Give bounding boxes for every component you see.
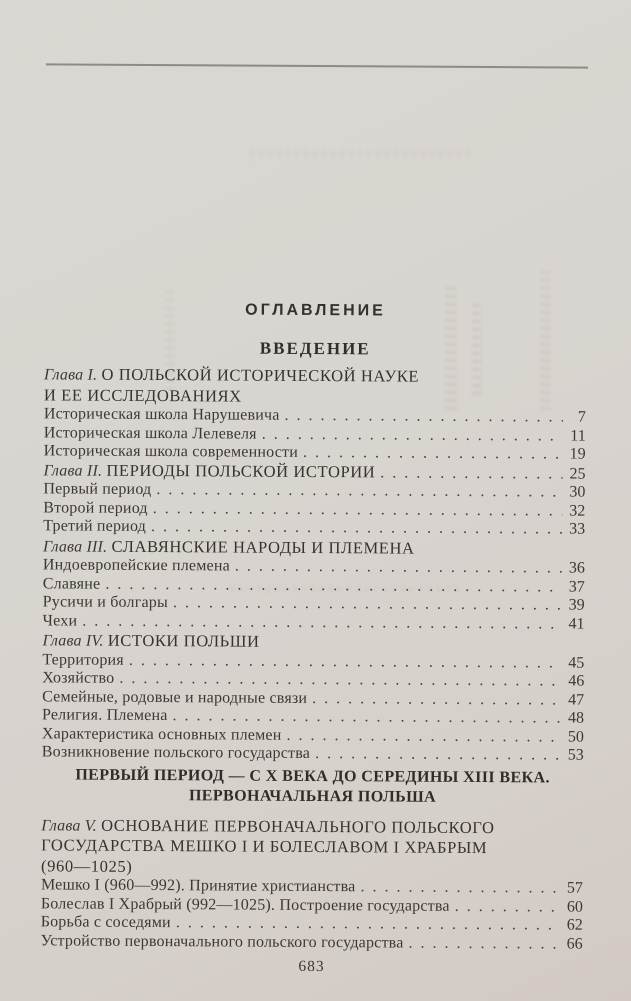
- part-heading-line2: ПЕРВОНАЧАЛЬНАЯ ПОЛЬША: [188, 786, 437, 806]
- dot-leader: [156, 481, 562, 502]
- entry-page-number: 36: [568, 559, 585, 577]
- chapter-title-text: ПЕРИОДЫ ПОЛЬСКОЙ ИСТОРИИ: [106, 460, 376, 481]
- entry-page-number: 19: [569, 445, 586, 463]
- chapter-number-prefix: Глава V.: [41, 816, 102, 835]
- toc-title: ОГЛАВЛЕНИЕ: [245, 301, 386, 320]
- entry-page-number: 66: [566, 935, 583, 953]
- entry-page-number: 33: [569, 520, 586, 538]
- entry-page-number: 39: [568, 596, 585, 614]
- entry-title: Характеристика основных племен: [41, 724, 282, 744]
- entry-page-number: 32: [569, 502, 586, 520]
- toc-entry: [41, 932, 583, 954]
- chapter-title-line: [41, 837, 487, 857]
- part-heading-line1: ПЕРВЫЙ ПЕРИОД — С X ВЕКА ДО СЕРЕДИНЫ XIII ВЕКА.: [75, 766, 550, 786]
- entry-title: Болеслав I Храбрый (992—1025). Построение государства: [40, 894, 450, 915]
- toc-first-period-list: [41, 815, 584, 954]
- entry-title: Историческая школа Лелевеля: [43, 423, 257, 443]
- dot-leader: [380, 464, 562, 484]
- chapter-title-text: (960—1025): [41, 855, 133, 876]
- page-number: 683: [298, 957, 325, 976]
- entry-title: Устройство первоначального польского государства: [40, 931, 404, 952]
- dot-leader: [151, 518, 562, 539]
- chapter-title-line: [43, 384, 242, 406]
- dot-leader: [455, 897, 560, 916]
- entry-page-number: 7: [577, 408, 586, 426]
- entry-page-number: 11: [570, 427, 586, 445]
- entry-page-number: 25: [569, 465, 586, 483]
- chapter-number-prefix: Глава IV.: [42, 632, 108, 650]
- entry-title: Хозяйство: [42, 669, 115, 687]
- entry-title: Территория: [42, 650, 124, 669]
- entry-page-number: 45: [568, 654, 585, 672]
- entry-title: Чехи: [42, 611, 78, 630]
- introduction-heading: ВВЕДЕНИЕ: [259, 338, 371, 359]
- dot-leader: [173, 707, 562, 728]
- toc-introduction-list: [42, 364, 586, 765]
- dot-leader: [235, 558, 562, 578]
- header-rule: [46, 63, 588, 68]
- entry-page-number: 47: [568, 691, 585, 709]
- dot-leader: [315, 745, 561, 765]
- entry-page-number: 41: [568, 615, 585, 633]
- toc-entry: [42, 743, 584, 765]
- entry-title: Возникновение польского государства: [41, 743, 311, 762]
- dot-leader: [360, 878, 560, 898]
- dot-leader: [153, 500, 563, 521]
- chapter-number-prefix: Глава III.: [42, 537, 112, 556]
- entry-page-number: 53: [567, 746, 584, 764]
- chapter-title-line: [43, 538, 415, 557]
- chapter-title-text: СЛАВЯНСКИЕ НАРОДЫ И ПЛЕМЕНА: [111, 536, 415, 558]
- chapter-number-prefix: Глава II.: [43, 461, 107, 480]
- chapter-title-line: [41, 855, 133, 876]
- entry-title: Религия. Племена: [41, 706, 168, 725]
- entry-page-number: 48: [567, 709, 585, 727]
- chapter-number-prefix: Глава I.: [44, 366, 102, 384]
- part-heading: [41, 765, 583, 808]
- entry-page-number: 62: [566, 916, 583, 934]
- dot-leader: [262, 425, 563, 445]
- dot-leader: [286, 726, 560, 746]
- chapter-title-text: ОСНОВАНИЕ ПЕРВОНАЧАЛЬНОГО ПОЛЬСКОГО: [101, 815, 495, 837]
- entry-title: Третий период: [43, 517, 147, 535]
- entry-page-number: 46: [568, 672, 585, 690]
- entry-title: Мешко I (960—992). Принятие христианства: [40, 876, 356, 896]
- entry-page-number: 60: [566, 898, 583, 916]
- entry-title: Первый период: [43, 480, 152, 499]
- entry-page-number: 50: [567, 728, 584, 746]
- chapter-title-text: ГОСУДАРСТВА МЕШКО I И БОЛЕСЛАВОМ I ХРАБРЫМ: [41, 835, 488, 858]
- chapter-title-line: [42, 632, 259, 650]
- dot-leader: [312, 689, 561, 709]
- entry-title: Семейные, родовые и народные связи: [42, 687, 308, 707]
- chapter-title-text: О ПОЛЬСКОЙ ИСТОРИЧЕСКОЙ НАУКЕ: [101, 364, 420, 386]
- entry-title: Индоевропейские племена: [42, 556, 230, 575]
- entry-title: Славяне: [42, 574, 101, 593]
- dot-leader: [173, 594, 562, 615]
- page-content: [40, 0, 588, 978]
- entry-page-number: 30: [569, 483, 586, 501]
- chapter-title-text: ИСТОКИ ПОЛЬШИ: [107, 630, 260, 651]
- chapter-title-line: [44, 366, 419, 385]
- dot-leader: [176, 914, 560, 935]
- entry-page-number: 37: [568, 578, 585, 596]
- chapter-title-line: [41, 817, 494, 837]
- chapter-title-text: И ЕЕ ИССЛЕДОВАНИЯХ: [43, 384, 242, 406]
- entry-title: Историческая школа Нарушевича: [43, 405, 280, 424]
- entry-page-number: 57: [566, 879, 584, 897]
- entry-title: Второй период: [43, 498, 148, 517]
- entry-title: Историческая школа современности: [43, 442, 299, 461]
- dot-leader: [285, 407, 563, 427]
- entry-title: Борьба с соседями: [40, 913, 171, 932]
- entry-title: Русичи и болгары: [42, 593, 169, 612]
- dot-leader: [408, 934, 559, 953]
- chapter-title-line: [43, 461, 375, 483]
